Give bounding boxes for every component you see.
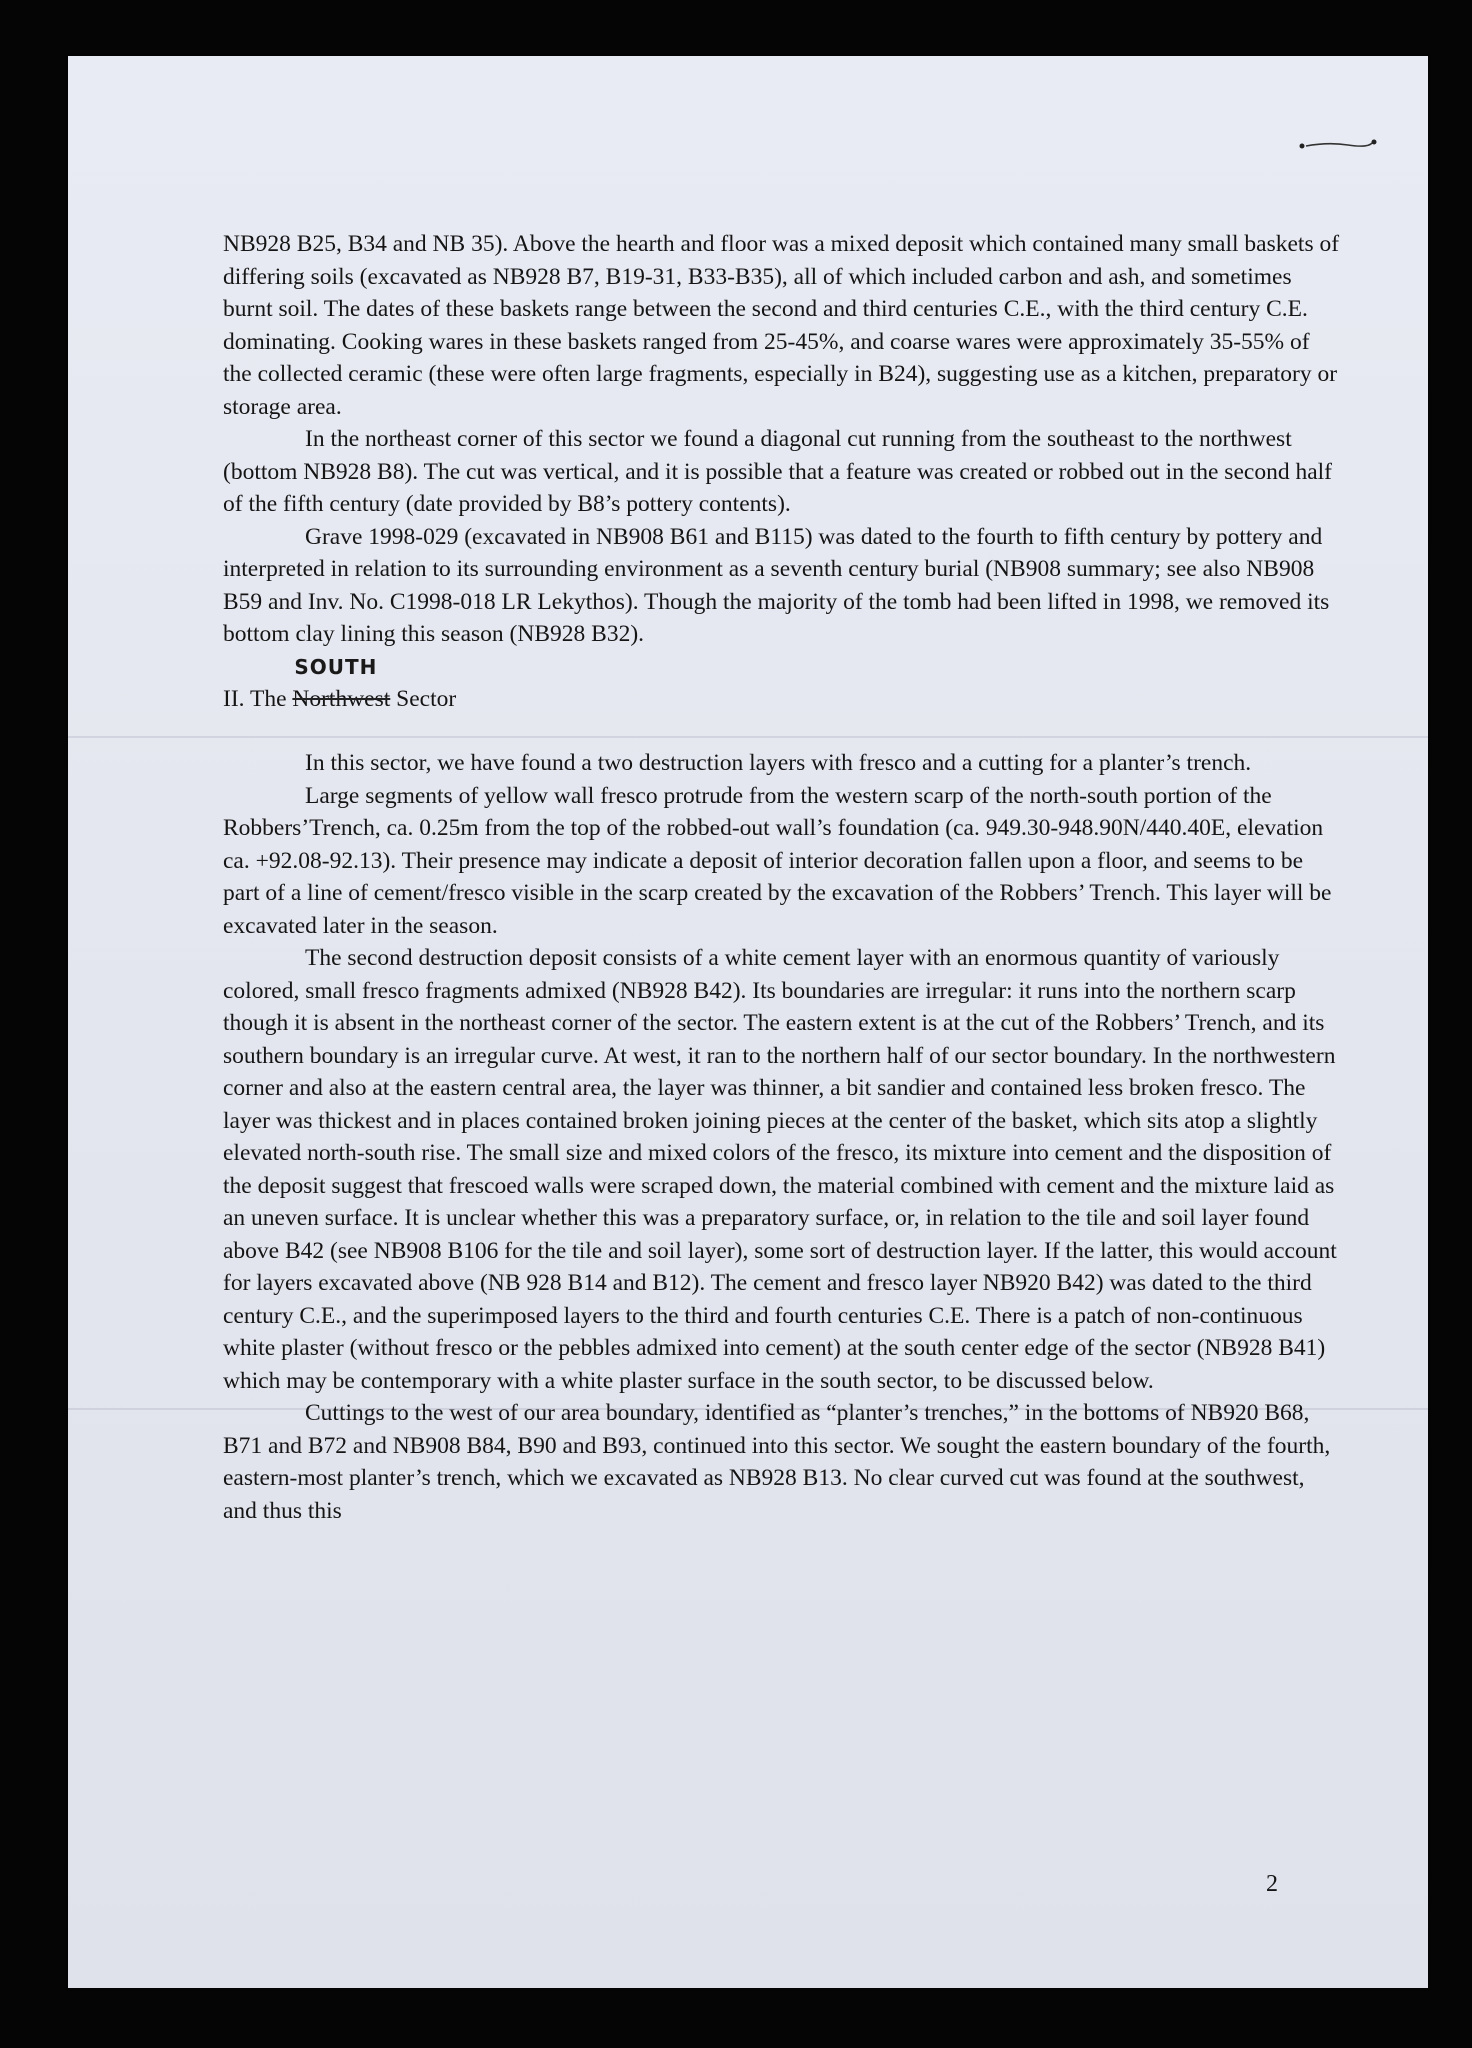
page-number: 2	[1266, 1871, 1278, 1897]
paragraph: Grave 1998-029 (excavated in NB908 B61 and B115) was dated to the fourth to fifth century by pottery and interpreted in relation to its surrounding environment as a seventh century burial (NB908 summary; see also NB908 B59 and Inv. No. C1998-018 LR Lekythos). Though the majority of the tomb had been lifted in 1998, we removed its bottom clay lining this season (NB928 B32).	[223, 523, 1330, 647]
document-page	[68, 56, 1428, 1988]
heading-struck-word: Northwest	[292, 685, 391, 712]
paragraph: NB928 B25, B34 and NB 35). Above the hearth and floor was a mixed deposit which contained many small baskets of differing soils (excavated as NB928 B7, B19-31, B33-B35), all of which included carbon and ash, and sometimes burnt soil. The dates of these baskets range between the second and third centuries C.E., with the third century C.E. dominating. Cooking wares in these baskets ranged from 25-45%, and coarse wares were approximately 35-55% of the collected ceramic (these were often large fragments, especially in B24), suggesting use as a kitchen, preparatory or storage area.	[223, 231, 1340, 420]
paragraph: The second destruction deposit consists of a white cement layer with an enormous quantity of variously colored, small fresco fragments admixed (NB928 B42). Its boundaries are irregular: it runs into the northern scarp though it is absent in the northeast corner of the sector. The eastern extent is at the cut of the Robbers’ Trench, and its southern boundary is an irregular curve. At west, it ran to the northern half of our sector boundary. In the northwestern corner and also at the eastern central area, the layer was thinner, a bit sandier and contained less broken fresco. The layer was thickest and in places contained broken joining pieces at the center of the basket, which sits atop a slightly elevated north-south rise. The small size and mixed colors of the fresco, its mixture into cement and the disposition of the deposit suggest that frescoed walls were scraped down, the material combined with cement and the mixture laid as an uneven surface. It is unclear whether this was a preparatory surface, or, in relation to the tile and soil layer found above B42 (see NB908 B106 for the tile and soil layer), some sort of destruction layer. If the latter, this would account for layers excavated above (NB 928 B14 and B12). The cement and fresco layer NB920 B42) was dated to the third century C.E., and the superimposed layers to the third and fourth centuries C.E. There is a patch of non-continuous white plaster (without fresco or the pebbles admixed into cement) at the south center edge of the sector (NB928 B41) which may be contemporary with a white plaster surface in the south sector, to be discussed below.	[223, 945, 1337, 1394]
paragraph: In the northeast corner of this sector we found a diagonal cut running from the southeast to the northwest (bottom NB928 B8). The cut was vertical, and it is possible that a feature was created or robbed out in the second half of the fifth century (date provided by B8’s pottery contents).	[223, 426, 1332, 517]
paragraph: In this sector, we have found a two destruction layers with fresco and a cutting for a planter’s trench.	[305, 750, 1252, 776]
document-body	[223, 228, 1343, 1527]
section-heading	[223, 654, 1343, 716]
staple-mark-icon	[1298, 138, 1378, 150]
paragraph: Cuttings to the west of our area boundary, identified as “planter’s trenches,” in the bottoms of NB920 B68, B71 and B72 and NB908 B84, B90 and B93, continued into this sector. We sought the eastern boundary of the fourth, eastern-most planter’s trench, which we excavated as NB928 B13. No clear curved cut was found at the southwest, and thus this	[223, 1400, 1331, 1524]
heading-suffix: Sector	[396, 685, 457, 712]
heading-struck-word-wrapper	[292, 654, 391, 716]
heading-prefix: II. The	[223, 685, 287, 712]
paragraph: Large segments of yellow wall fresco protrude from the western scarp of the north-south portion of the Robbers’Trench, ca. 0.25m from the top of the robbed-out wall’s foundation (ca. 949.30-948.90N/440.40E, elevation ca. +92.08-92.13). Their presence may indicate a deposit of interior decoration fallen upon a floor, and seems to be part of a line of cement/fresco visible in the scarp created by the excavation of the Robbers’ Trench. This layer will be excavated later in the season.	[223, 782, 1332, 939]
handwritten-correction: SOUTH	[294, 654, 378, 679]
